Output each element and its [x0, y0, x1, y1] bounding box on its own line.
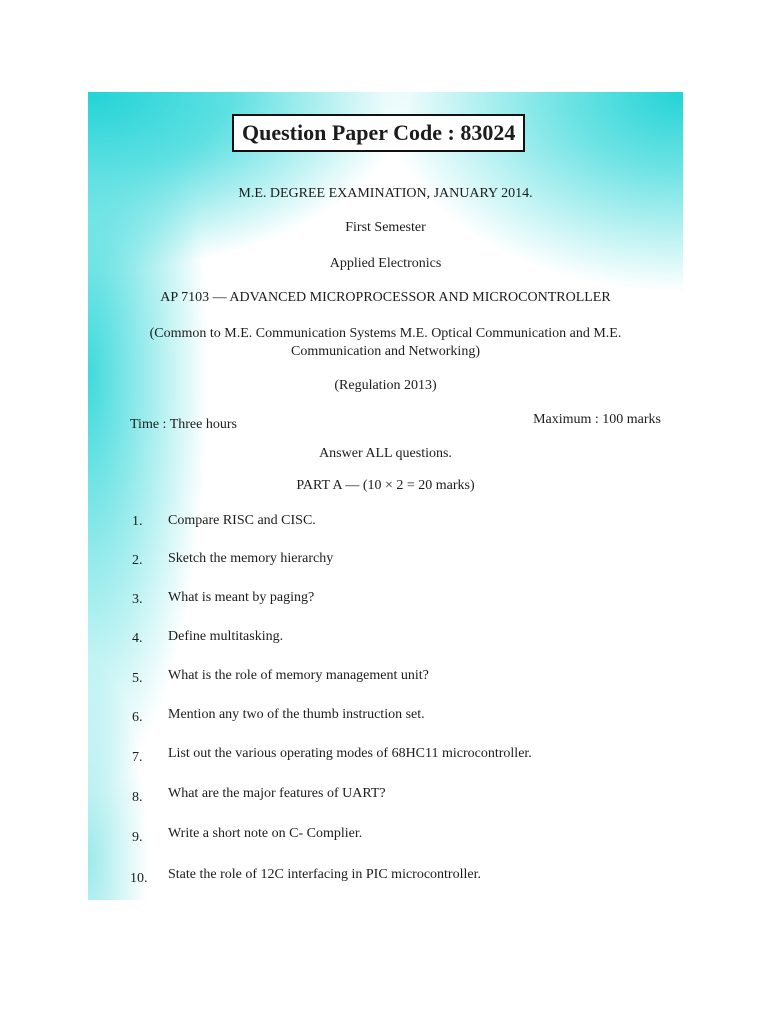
semester: First Semester — [345, 220, 426, 235]
question-number: 2. — [132, 553, 143, 568]
question-text: Mention any two of the thumb instruction set. — [168, 707, 425, 722]
maximum-marks: Maximum : 100 marks — [533, 412, 661, 427]
question-number: 7. — [132, 750, 143, 765]
common-to-line-1: (Common to M.E. Communication Systems M.E. Optical Communication and M.E. — [149, 326, 622, 341]
question-text: Compare RISC and CISC. — [168, 513, 316, 528]
question-number: 5. — [132, 671, 143, 686]
question-number: 10. — [130, 871, 148, 886]
scanned-page — [88, 92, 683, 900]
question-text: State the role of 12C interfacing in PIC microcontroller. — [168, 867, 481, 882]
question-text: Define multitasking. — [168, 629, 284, 644]
question-number: 4. — [132, 631, 143, 646]
question-text: What is the role of memory management unit? — [168, 668, 429, 683]
subject-title: AP 7103 — ADVANCED MICROPROCESSOR AND MICROCONTROLLER — [160, 290, 611, 305]
branch: Applied Electronics — [329, 256, 442, 271]
question-number: 8. — [132, 790, 143, 805]
question-paper-code-box: Question Paper Code : 83024 — [232, 114, 525, 152]
instructions: Answer ALL questions. — [319, 446, 452, 461]
common-to-line-2: Communication and Networking) — [291, 344, 480, 359]
time-allowed: Time : Three hours — [130, 417, 237, 432]
question-text: What are the major features of UART? — [168, 786, 386, 801]
question-number: 3. — [132, 592, 143, 607]
question-text: What is meant by paging? — [168, 590, 315, 605]
question-text: Sketch the memory hierarchy — [168, 551, 334, 566]
exam-title: M.E. DEGREE EXAMINATION, JANUARY 2014. — [238, 186, 533, 201]
part-a-title: PART A — (10 × 2 = 20 marks) — [296, 478, 475, 493]
question-number: 9. — [132, 830, 143, 845]
question-text: List out the various operating modes of 68HC11 microcontroller. — [168, 746, 532, 761]
question-number: 1. — [132, 514, 143, 529]
question-number: 6. — [132, 710, 143, 725]
regulation: (Regulation 2013) — [334, 378, 437, 393]
question-text: Write a short note on C- Complier. — [168, 826, 363, 841]
